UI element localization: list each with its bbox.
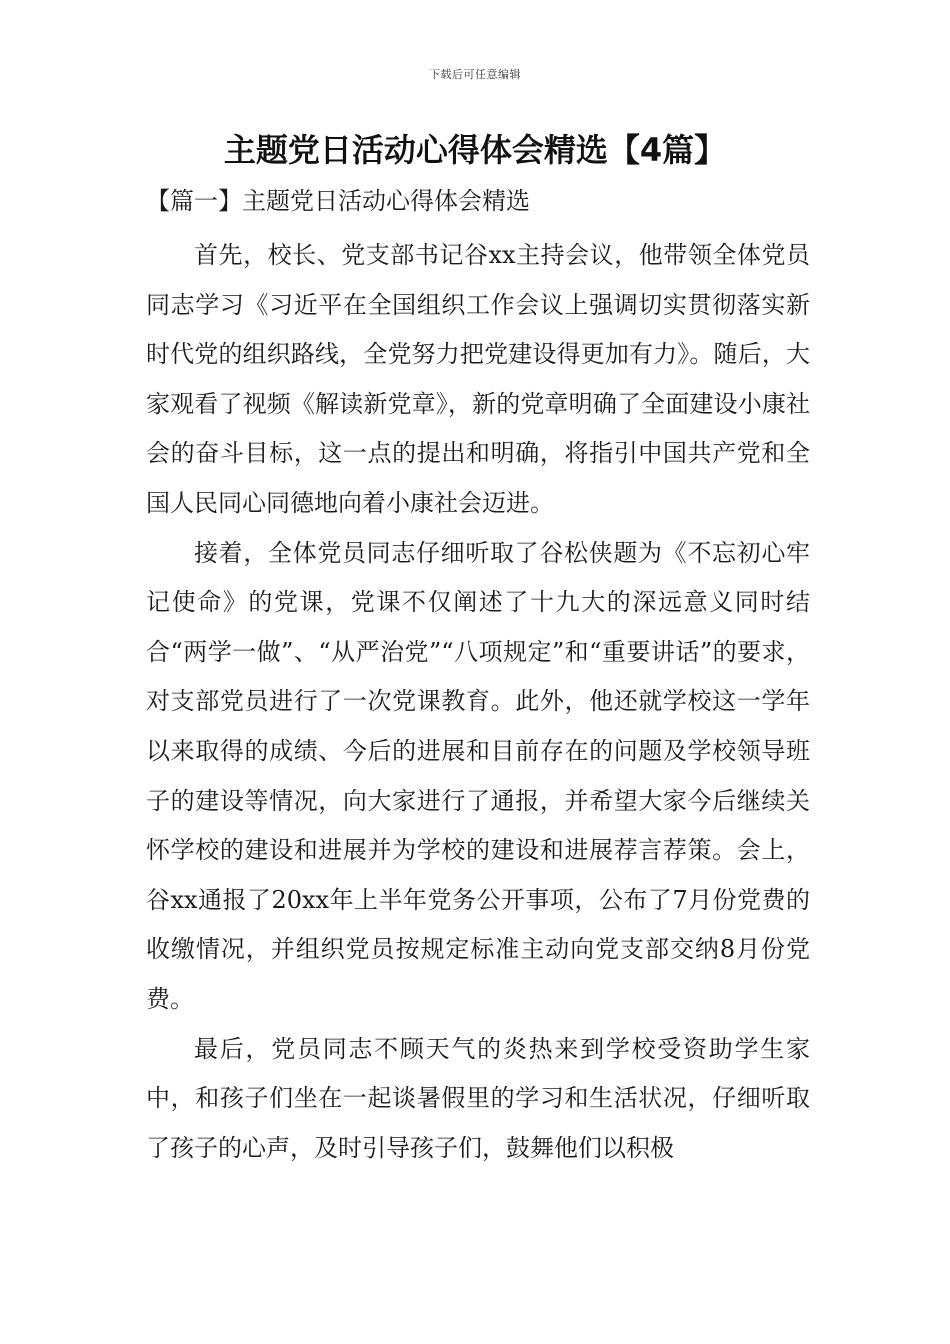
paragraph-2: 接着，全体党员同志仔细听取了谷松侠题为《不忘初心牢记使命》的党课，党课不仅阐述了十九大的深远意义同时结合“两学一做”、“从严治党”“八项规定”和“重要讲话”的要求，对支部党员进行了一次党课教育。此外，他还就学校这一学年以来取得的成绩、今后的进展和目前存在的问题及学校领导班子的建设等情况，向大家进行了通报，并希望大家今后继续关怀学校的建设和进展并为学校的建设和进展荐言荐策。会上，谷xx通报了20xx年上半年党务公开事项，公布了7月份党费的收缴情况，并组织党员按规定标准主动向党支部交纳8月份党费。 [146, 538, 810, 1013]
document-body [146, 181, 810, 1173]
page-header-note: 下载后可任意编辑 [429, 68, 521, 81]
paragraph-3: 最后，党员同志不顾天气的炎热来到学校受资助学生家中，和孩子们坐在一起谈暑假里的学习和生活状况，仔细听取了孩子的心声，及时引导孩子们，鼓舞他们以积极 [146, 1034, 810, 1162]
document-title: 主题党日活动心得体会精选【4篇】 [223, 131, 727, 169]
paragraph-1: 首先，校长、党支部书记谷xx主持会议，他带领全体党员同志学习《习近平在全国组织工作会议上强调切实贯彻落实新时代党的组织路线，全党努力把党建设得更加有力》。随后，大家观看了视频《解读新党章》，新的党章明确了全面建设小康社会的奋斗目标，这一点的提出和明确，将指引中国共产党和全国人民同心同德地向着小康社会迈进。 [146, 241, 810, 517]
section-heading: 【篇一】主题党日活动心得体会精选 [146, 187, 530, 215]
